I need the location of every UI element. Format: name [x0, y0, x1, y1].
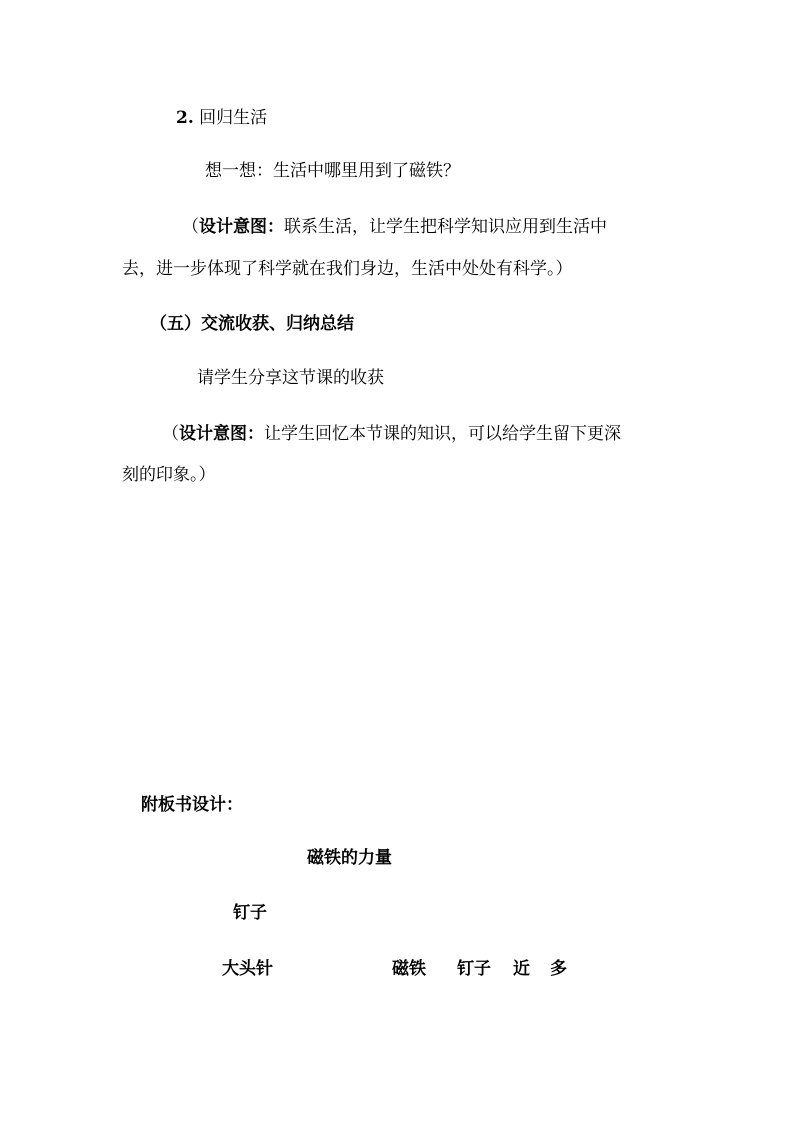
section-title: 回归生活 [199, 108, 268, 128]
design-intent-2-line2: 刻的印象。） [122, 465, 216, 485]
section-5-heading: （五）交流收获、归纳总结 [150, 314, 354, 334]
board-design-heading: 附板书设计： [141, 795, 243, 815]
board-magnet: 磁铁 [392, 959, 426, 979]
board-item-pin: 大头针 [222, 959, 273, 979]
board-many: 多 [550, 959, 567, 979]
board-nail: 钉子 [457, 959, 491, 979]
design-intent-1-line1 [182, 219, 607, 236]
section-number: 2. [176, 108, 194, 128]
think-prompt: 想一想：生活中哪里用到了磁铁？ [205, 161, 460, 181]
design-intent-label: 设计意图： [179, 424, 264, 444]
design-intent-2-line1 [162, 426, 621, 443]
board-item-nail: 钉子 [233, 903, 267, 923]
open-paren: （ [162, 424, 179, 444]
design-intent-1-line2: 去，进一步体现了科学就在我们身边，生活中处处有科学。） [122, 259, 573, 279]
share-prompt: 请学生分享这节课的收获 [197, 368, 384, 388]
design-intent-text: 联系生活，让学生把科学知识应用到生活中 [284, 217, 607, 237]
design-intent-label: 设计意图： [199, 217, 284, 237]
open-paren: （ [182, 217, 199, 237]
board-title: 磁铁的力量 [307, 848, 392, 868]
section-2-heading [176, 110, 267, 127]
board-near: 近 [513, 959, 530, 979]
design-intent-text: 让学生回忆本节课的知识，可以给学生留下更深 [264, 424, 621, 444]
